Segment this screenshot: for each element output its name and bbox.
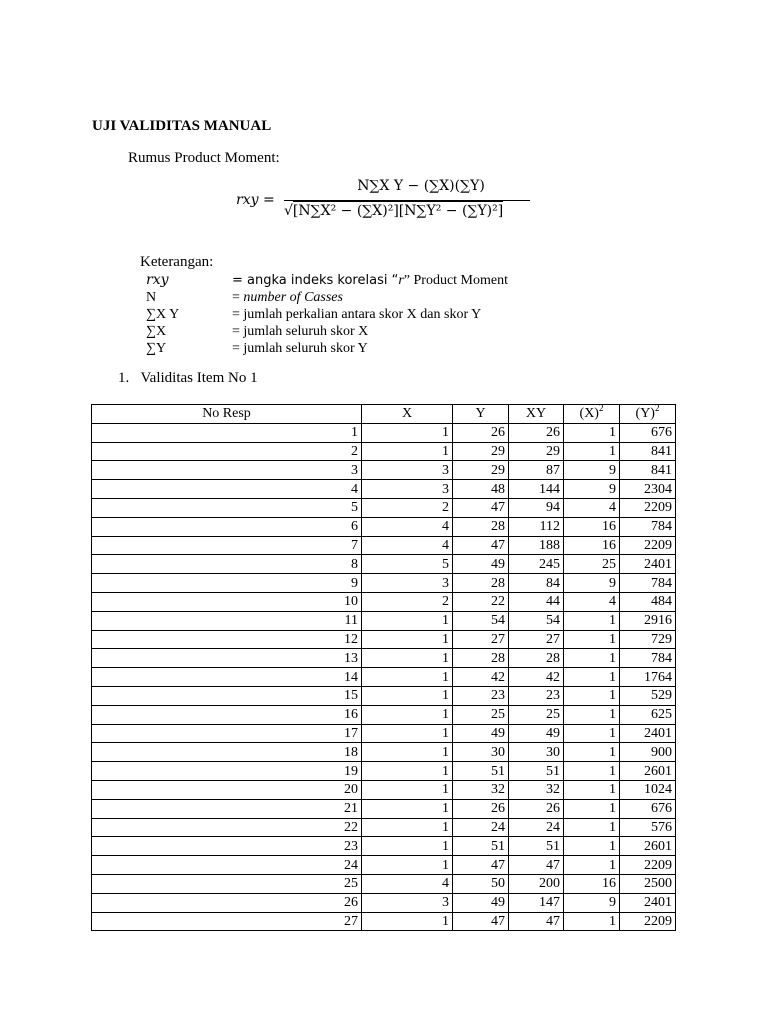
cell-xy: 87 — [509, 461, 564, 480]
cell-x-squared: 9 — [564, 461, 620, 480]
cell-y: 47 — [453, 856, 509, 875]
legend-term: ∑Y — [146, 341, 167, 356]
cell-xy: 29 — [509, 442, 564, 461]
cell-xy: 200 — [509, 874, 564, 893]
table-row — [92, 912, 676, 931]
cell-xy: 112 — [509, 517, 564, 536]
table-row — [92, 592, 676, 611]
cell-y-squared: 729 — [620, 630, 676, 649]
table-row — [92, 649, 676, 668]
cell-x-squared: 1 — [564, 818, 620, 837]
cell-xy: 24 — [509, 818, 564, 837]
cell-x-squared: 1 — [564, 724, 620, 743]
page-title: UJI VALIDITAS MANUAL — [92, 118, 272, 134]
cell-x: 4 — [362, 536, 453, 555]
cell-x-squared: 1 — [564, 780, 620, 799]
table-row — [92, 442, 676, 461]
legend-term: ∑X Y — [146, 307, 180, 322]
table-row — [92, 780, 676, 799]
legend-label: Keterangan: — [140, 254, 214, 270]
cell-y-squared: 1024 — [620, 780, 676, 799]
cell-y-squared: 2209 — [620, 856, 676, 875]
cell-x-squared: 1 — [564, 705, 620, 724]
cell-y-squared: 2209 — [620, 498, 676, 517]
cell-no-resp: 20 — [92, 780, 362, 799]
cell-y-squared: 529 — [620, 686, 676, 705]
table-row — [92, 498, 676, 517]
cell-xy: 84 — [509, 574, 564, 593]
cell-no-resp: 10 — [92, 592, 362, 611]
cell-y-squared: 2601 — [620, 837, 676, 856]
cell-x: 1 — [362, 762, 453, 781]
table-row — [92, 837, 676, 856]
cell-x: 1 — [362, 912, 453, 931]
table-row — [92, 799, 676, 818]
cell-no-resp: 11 — [92, 611, 362, 630]
cell-y: 27 — [453, 630, 509, 649]
header-no-resp: No Resp — [92, 405, 362, 424]
cell-y-squared: 2916 — [620, 611, 676, 630]
legend-term: N — [146, 290, 157, 305]
cell-no-resp: 18 — [92, 743, 362, 762]
cell-xy: 44 — [509, 592, 564, 611]
table-row — [92, 517, 676, 536]
cell-y-squared: 676 — [620, 423, 676, 442]
cell-x-squared: 1 — [564, 799, 620, 818]
cell-x-squared: 1 — [564, 837, 620, 856]
cell-x-squared: 16 — [564, 517, 620, 536]
cell-y-squared: 2209 — [620, 912, 676, 931]
cell-x: 1 — [362, 780, 453, 799]
table-row — [92, 874, 676, 893]
table-row — [92, 555, 676, 574]
cell-y-squared: 2401 — [620, 724, 676, 743]
cell-no-resp: 15 — [92, 686, 362, 705]
cell-xy: 51 — [509, 837, 564, 856]
cell-y: 48 — [453, 480, 509, 499]
cell-y-squared: 2209 — [620, 536, 676, 555]
cell-y: 49 — [453, 724, 509, 743]
cell-x: 3 — [362, 461, 453, 480]
cell-y: 24 — [453, 818, 509, 837]
table-row — [92, 611, 676, 630]
cell-y: 28 — [453, 517, 509, 536]
cell-x: 1 — [362, 743, 453, 762]
cell-xy: 47 — [509, 912, 564, 931]
cell-y-squared: 2401 — [620, 555, 676, 574]
cell-y-squared: 676 — [620, 799, 676, 818]
cell-no-resp: 17 — [92, 724, 362, 743]
sqrt-icon: √ — [284, 203, 293, 219]
formula-caption: Rumus Product Moment: — [128, 150, 280, 166]
cell-no-resp: 16 — [92, 705, 362, 724]
cell-x-squared: 1 — [564, 686, 620, 705]
table-row — [92, 762, 676, 781]
table-row — [92, 461, 676, 480]
cell-no-resp: 9 — [92, 574, 362, 593]
cell-x: 1 — [362, 630, 453, 649]
cell-x: 4 — [362, 517, 453, 536]
cell-no-resp: 26 — [92, 893, 362, 912]
cell-y: 51 — [453, 762, 509, 781]
cell-x-squared: 16 — [564, 874, 620, 893]
cell-xy: 30 — [509, 743, 564, 762]
cell-xy: 25 — [509, 705, 564, 724]
cell-y: 32 — [453, 780, 509, 799]
cell-y: 47 — [453, 536, 509, 555]
cell-x-squared: 25 — [564, 555, 620, 574]
cell-x-squared: 4 — [564, 498, 620, 517]
cell-no-resp: 6 — [92, 517, 362, 536]
cell-no-resp: 21 — [92, 799, 362, 818]
cell-x-squared: 1 — [564, 442, 620, 461]
cell-x-squared: 4 — [564, 592, 620, 611]
cell-x: 3 — [362, 893, 453, 912]
cell-xy: 27 — [509, 630, 564, 649]
header-xy: XY — [509, 405, 564, 424]
cell-x-squared: 9 — [564, 893, 620, 912]
cell-no-resp: 4 — [92, 480, 362, 499]
legend-def: = angka indeks korelasi “r” Product Moment — [232, 273, 508, 288]
cell-no-resp: 1 — [92, 423, 362, 442]
section-title: Validitas Item No 1 — [140, 370, 258, 386]
table-row — [92, 574, 676, 593]
cell-no-resp: 13 — [92, 649, 362, 668]
cell-x-squared: 1 — [564, 423, 620, 442]
cell-x: 1 — [362, 649, 453, 668]
cell-y: 28 — [453, 649, 509, 668]
cell-xy: 32 — [509, 780, 564, 799]
cell-x-squared: 1 — [564, 611, 620, 630]
table-header-row — [92, 405, 676, 424]
cell-no-resp: 19 — [92, 762, 362, 781]
cell-x: 1 — [362, 442, 453, 461]
cell-no-resp: 2 — [92, 442, 362, 461]
cell-y-squared: 484 — [620, 592, 676, 611]
table-row — [92, 856, 676, 875]
header-y-squared: $(Y)^2$ — [620, 405, 676, 424]
cell-y-squared: 1764 — [620, 668, 676, 687]
cell-no-resp: 22 — [92, 818, 362, 837]
cell-xy: 94 — [509, 498, 564, 517]
legend-def: = number of Casses — [232, 290, 343, 305]
table-row — [92, 423, 676, 442]
cell-y: 25 — [453, 705, 509, 724]
cell-x: 1 — [362, 799, 453, 818]
cell-x: 2 — [362, 498, 453, 517]
cell-x-squared: 9 — [564, 480, 620, 499]
cell-y-squared: 784 — [620, 517, 676, 536]
cell-y: 47 — [453, 912, 509, 931]
table-row — [92, 630, 676, 649]
cell-no-resp: 24 — [92, 856, 362, 875]
header-y: Y — [453, 405, 509, 424]
cell-x-squared: 9 — [564, 574, 620, 593]
table-row — [92, 686, 676, 705]
legend-def: = jumlah seluruh skor Y — [232, 341, 368, 356]
cell-y-squared: 2601 — [620, 762, 676, 781]
cell-y: 51 — [453, 837, 509, 856]
section-number: 1. — [118, 370, 130, 386]
cell-x: 1 — [362, 856, 453, 875]
cell-no-resp: 25 — [92, 874, 362, 893]
cell-x: 1 — [362, 705, 453, 724]
cell-xy: 51 — [509, 762, 564, 781]
cell-x: 1 — [362, 724, 453, 743]
cell-y: 49 — [453, 893, 509, 912]
cell-y: 30 — [453, 743, 509, 762]
cell-y: 28 — [453, 574, 509, 593]
legend-term: ∑X — [146, 324, 167, 339]
cell-no-resp: 12 — [92, 630, 362, 649]
section-heading — [118, 370, 258, 387]
table-row — [92, 724, 676, 743]
cell-xy: 188 — [509, 536, 564, 555]
cell-no-resp: 5 — [92, 498, 362, 517]
cell-x: 1 — [362, 686, 453, 705]
cell-y-squared: 2401 — [620, 893, 676, 912]
cell-x-squared: 1 — [564, 668, 620, 687]
cell-x-squared: 16 — [564, 536, 620, 555]
cell-y-squared: 2304 — [620, 480, 676, 499]
formula-lhs: rxy = — [236, 192, 275, 208]
validity-table — [91, 404, 676, 931]
cell-no-resp: 7 — [92, 536, 362, 555]
cell-y: 26 — [453, 799, 509, 818]
cell-x: 1 — [362, 837, 453, 856]
cell-xy: 54 — [509, 611, 564, 630]
cell-y-squared: 625 — [620, 705, 676, 724]
cell-y: 49 — [453, 555, 509, 574]
formula-denominator-text: [N∑X² − (∑X)²][N∑Y² − (∑Y)²] — [292, 203, 504, 219]
table-row — [92, 480, 676, 499]
cell-y: 23 — [453, 686, 509, 705]
cell-x-squared: 1 — [564, 649, 620, 668]
cell-no-resp: 23 — [92, 837, 362, 856]
table-row — [92, 818, 676, 837]
cell-x-squared: 1 — [564, 762, 620, 781]
cell-x: 1 — [362, 611, 453, 630]
legend-term: rxy — [146, 272, 169, 288]
legend-def: = jumlah perkalian antara skor X dan skor Y — [232, 307, 482, 322]
cell-xy: 26 — [509, 423, 564, 442]
cell-xy: 245 — [509, 555, 564, 574]
cell-y: 50 — [453, 874, 509, 893]
cell-xy: 47 — [509, 856, 564, 875]
cell-y: 54 — [453, 611, 509, 630]
legend-def: = jumlah seluruh skor X — [232, 324, 369, 339]
cell-xy: 49 — [509, 724, 564, 743]
formula-numerator: N∑X Y − (∑X)(∑Y) — [357, 178, 485, 194]
cell-no-resp: 27 — [92, 912, 362, 931]
cell-x: 1 — [362, 818, 453, 837]
cell-xy: 144 — [509, 480, 564, 499]
table-body — [92, 423, 676, 931]
cell-xy: 28 — [509, 649, 564, 668]
cell-x: 2 — [362, 592, 453, 611]
formula-denominator — [284, 203, 503, 219]
cell-y-squared: 841 — [620, 442, 676, 461]
cell-x-squared: 1 — [564, 743, 620, 762]
cell-x-squared: 1 — [564, 912, 620, 931]
cell-x: 5 — [362, 555, 453, 574]
cell-y-squared: 841 — [620, 461, 676, 480]
cell-y-squared: 784 — [620, 649, 676, 668]
cell-y-squared: 784 — [620, 574, 676, 593]
cell-x-squared: 1 — [564, 856, 620, 875]
cell-x: 1 — [362, 423, 453, 442]
cell-x: 4 — [362, 874, 453, 893]
cell-y: 47 — [453, 498, 509, 517]
cell-y-squared: 576 — [620, 818, 676, 837]
table-row — [92, 743, 676, 762]
header-x-squared: $(X)^2$ — [564, 405, 620, 424]
cell-y: 22 — [453, 592, 509, 611]
cell-y: 26 — [453, 423, 509, 442]
cell-no-resp: 8 — [92, 555, 362, 574]
cell-x-squared: 1 — [564, 630, 620, 649]
cell-y: 29 — [453, 442, 509, 461]
header-x: X — [362, 405, 453, 424]
cell-x: 1 — [362, 668, 453, 687]
table-row — [92, 705, 676, 724]
cell-y-squared: 900 — [620, 743, 676, 762]
cell-x: 3 — [362, 480, 453, 499]
cell-y-squared: 2500 — [620, 874, 676, 893]
table-row — [92, 668, 676, 687]
table-row — [92, 536, 676, 555]
cell-xy: 26 — [509, 799, 564, 818]
cell-xy: 147 — [509, 893, 564, 912]
cell-xy: 42 — [509, 668, 564, 687]
cell-y: 42 — [453, 668, 509, 687]
cell-no-resp: 14 — [92, 668, 362, 687]
cell-xy: 23 — [509, 686, 564, 705]
cell-y: 29 — [453, 461, 509, 480]
table-row — [92, 893, 676, 912]
cell-x: 3 — [362, 574, 453, 593]
cell-no-resp: 3 — [92, 461, 362, 480]
